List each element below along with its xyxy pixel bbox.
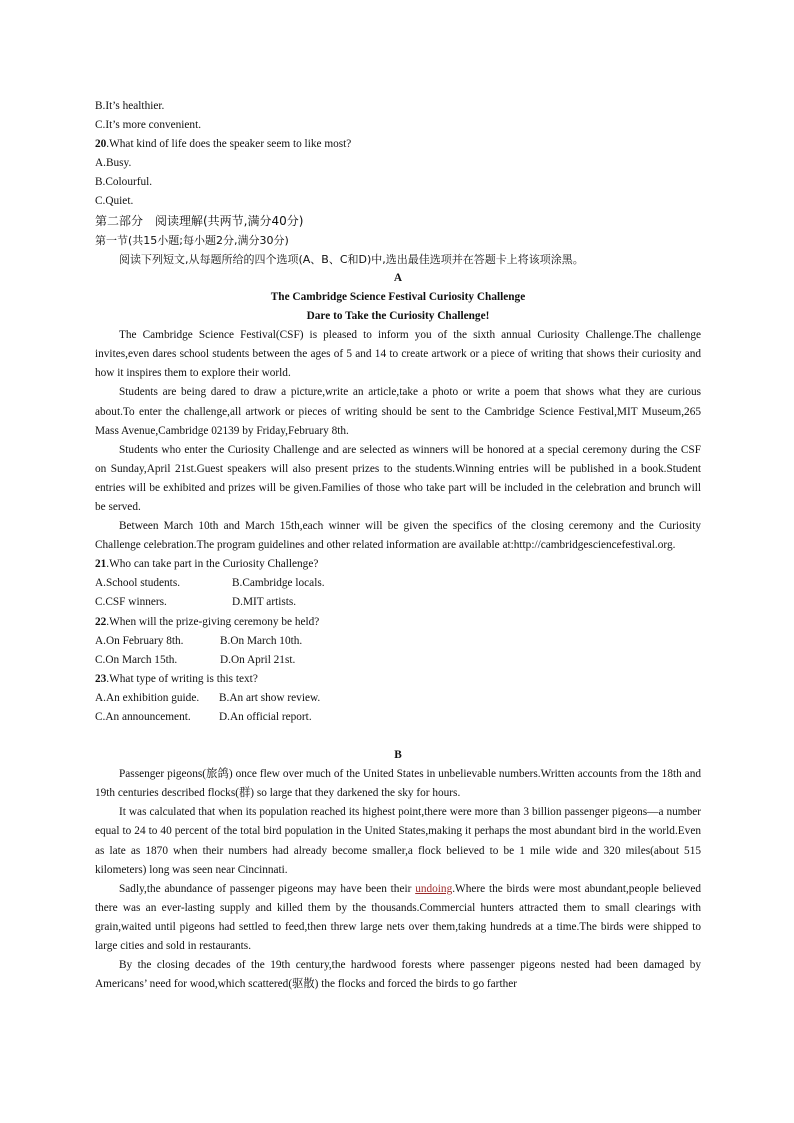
- question-20: [95, 135, 701, 154]
- option: A.On February 8th.: [95, 634, 184, 647]
- option-row: [95, 689, 701, 708]
- passage-title: The Cambridge Science Festival Curiosity Challenge: [270, 290, 526, 303]
- option-line: B.Colourful.: [95, 176, 153, 189]
- option: C.CSF winners.: [95, 596, 167, 609]
- paragraph: The Cambridge Science Festival(CSF) is pleased to inform you of the sixth annual Curiosity Challenge.The challenge invites,even dares school students between the ages of 5 and 14 to create artwork or a piece of writing that shows their curiosity and how it inspires them to explore their world.: [95, 329, 701, 380]
- spacer: [95, 727, 701, 746]
- option: B.Cambridge locals.: [232, 577, 325, 590]
- question-text: .What type of writing is this text?: [106, 672, 258, 685]
- question-23: [95, 670, 701, 689]
- question-text: .When will the prize-giving ceremony be held?: [106, 615, 320, 628]
- question-number: 21: [95, 558, 107, 571]
- option-line: B.It’s healthier.: [95, 100, 165, 112]
- paragraph: Students are being dared to draw a picture,write an article,take a photo or write a poem that shows what they are curious about.To enter the challenge,all artwork or pieces of writing should be sent to the Cambridge Science Festival,MIT Museum,265 Mass Avenue,Cambridge 02139 by Friday,February 8th.: [95, 386, 701, 437]
- question-22: [95, 613, 701, 632]
- paragraph: Passenger pigeons(旅鸽) once flew over much of the United States in unbelievable numbers.Written accounts from the 18th and 19th centuries described flocks(群) so large that they darkened the sky for hours.: [95, 768, 701, 800]
- option-line: C.It’s more convenient.: [95, 119, 202, 132]
- option: A.School students.: [95, 577, 181, 590]
- paragraph: Students who enter the Curiosity Challenge and are selected as winners will be honored at a special ceremony during the CSF on Sunday,April 21st.Guest speakers will also present prizes to the students.Winning entries will be published in a book.Student entries will be exhibited and prizes will be given.Families of those who take part will be included in the celebration and brunch will be served.: [95, 443, 701, 513]
- text-run: .Where the birds were most abundant,people believed there was an ever-lasting supply and killed them by the thousands.Commercial hunters attracted them to small clearings with grain,waited until pigeons had settled to feed,then threw large nets over them,taking hundreds at a time.The birds were shipped to large cities and sold in restaurants.: [95, 882, 701, 953]
- option-row: [95, 632, 701, 651]
- question-number: 22: [95, 615, 107, 628]
- paragraph: [95, 880, 701, 956]
- option: C.On March 15th.: [95, 653, 178, 666]
- option: A.An exhibition guide.: [95, 691, 200, 704]
- option: B.An art show review.: [219, 691, 321, 704]
- passage-letter: A: [393, 271, 403, 284]
- paragraph: By the closing decades of the 19th century,the hardwood forests where passenger pigeons nested had been damaged by Americans’ need for wood,which scattered(驱散) the flocks and forced the birds to go farther: [95, 959, 701, 991]
- paragraph: It was calculated that when its population reached its highest point,there were more than 3 billion passenger pigeons—a number equal to 24 to 40 percent of the total bird population in the United States,making it perhaps the most abundant bird in the world.Even as late as 1870 when their numbers had already become smaller,a flock believed to be 1 mile wide and 320 miles(about 515 kilometers) long was seen near Cincinnati.: [95, 806, 701, 876]
- exam-page: [95, 97, 701, 994]
- text-run: Sadly,the abundance of passenger pigeons may have been their: [119, 882, 416, 895]
- section-heading: 第一节(共15小题;每小题2分,满分30分): [95, 233, 289, 247]
- paragraph: Between March 10th and March 15th,each winner will be given the specifics of the closing ceremony and the Curiosity Challenge celebration.The program guidelines and other related information are available at:http://cambridgesciencefestival.org.: [95, 520, 701, 552]
- passage-letter: B: [394, 749, 402, 762]
- option: B.On March 10th.: [220, 634, 303, 647]
- instructions: 阅读下列短文,从每题所给的四个选项(A、B、C和D)中,选出最佳选项并在答题卡上将该项涂黑。: [119, 252, 584, 266]
- option-row: [95, 593, 701, 612]
- option: D.MIT artists.: [232, 596, 297, 609]
- option-row: [95, 708, 701, 727]
- question-text: .Who can take part in the Curiosity Challenge?: [106, 558, 319, 571]
- option-row: [95, 574, 701, 593]
- option: D.An official report.: [219, 711, 312, 723]
- option-line: C.Quiet.: [95, 195, 134, 208]
- part-heading: 第二部分 阅读理解(共两节,满分40分): [95, 213, 304, 228]
- option: D.On April 21st.: [220, 653, 296, 666]
- question-number: 23: [95, 672, 107, 685]
- option: C.An announcement.: [95, 711, 191, 723]
- passage-subtitle: Dare to Take the Curiosity Challenge!: [306, 310, 490, 323]
- question-number: 20: [95, 138, 107, 151]
- question-text: .What kind of life does the speaker seem to like most?: [106, 138, 352, 151]
- option-row: [95, 651, 701, 670]
- question-21: [95, 555, 701, 574]
- option-line: A.Busy.: [95, 157, 132, 170]
- underlined-word: undoing: [415, 882, 453, 895]
